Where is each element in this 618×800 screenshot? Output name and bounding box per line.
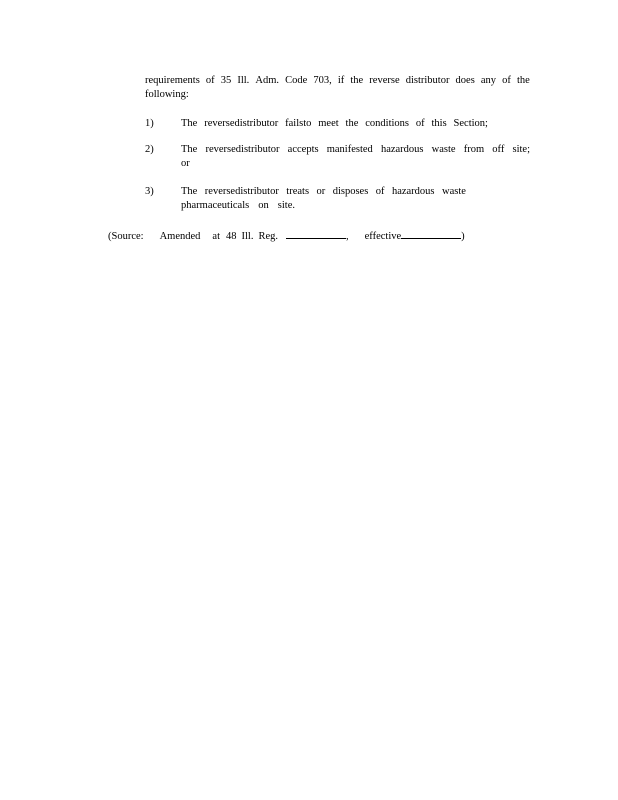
item-3-number: 3) xyxy=(145,186,154,197)
item-2-line-1 xyxy=(181,143,530,156)
word: off xyxy=(492,144,505,155)
word: 35 xyxy=(220,75,232,86)
word: reversedistributor xyxy=(204,118,279,129)
source-comma: , xyxy=(346,231,349,242)
word: site; xyxy=(512,144,530,155)
word: reversedistributor xyxy=(205,144,280,155)
item-1-line-1 xyxy=(181,117,488,130)
word: of xyxy=(415,118,425,129)
intro-line-2: following: xyxy=(145,89,189,100)
word: reversedistributor xyxy=(204,186,279,197)
word: pharmaceuticals xyxy=(181,200,250,211)
word: Adm. xyxy=(255,75,280,86)
word: Section; xyxy=(453,118,488,129)
word: The xyxy=(181,118,198,129)
word: from xyxy=(463,144,485,155)
source-reg: Reg. xyxy=(258,231,278,242)
source-effective: effective xyxy=(364,231,402,242)
word: the xyxy=(345,118,359,129)
word: Ill. xyxy=(237,75,250,86)
source-close: ) xyxy=(461,231,465,242)
source-note xyxy=(108,228,465,243)
source-ill: Ill. xyxy=(241,231,254,242)
word: treats xyxy=(286,186,310,197)
word: requirements xyxy=(145,75,200,86)
word: disposes xyxy=(332,186,369,197)
source-amended: Amended xyxy=(159,231,201,242)
word: this xyxy=(431,118,447,129)
word: manifested xyxy=(326,144,373,155)
reg-page-blank xyxy=(286,228,346,239)
word: does xyxy=(455,75,475,86)
effective-date-blank xyxy=(401,228,461,239)
source-open: (Source: xyxy=(108,231,144,242)
word: if xyxy=(337,75,345,86)
item-3-line-1 xyxy=(181,185,466,198)
item-1-number: 1) xyxy=(145,118,154,129)
item-2-line-2: or xyxy=(181,158,190,169)
word: hazardous xyxy=(391,186,435,197)
word: waste xyxy=(431,144,456,155)
word: The xyxy=(181,144,198,155)
word: any xyxy=(480,75,497,86)
word: conditions xyxy=(365,118,409,129)
word: on xyxy=(258,200,269,211)
word: the xyxy=(517,75,530,86)
word: of xyxy=(205,75,215,86)
item-3-line-2 xyxy=(181,199,295,212)
word: of xyxy=(375,186,385,197)
word: meet xyxy=(318,118,339,129)
word: reverse xyxy=(369,75,400,86)
word: hazardous xyxy=(380,144,424,155)
word: 703, xyxy=(313,75,332,86)
word: Code xyxy=(285,75,308,86)
word: the xyxy=(350,75,364,86)
word: accepts xyxy=(287,144,319,155)
word: The xyxy=(181,186,198,197)
source-at: at xyxy=(212,231,220,242)
word: waste xyxy=(441,186,466,197)
item-2-number: 2) xyxy=(145,144,154,155)
word: site. xyxy=(277,200,295,211)
intro-line-1 xyxy=(145,74,530,87)
word: or xyxy=(316,186,326,197)
word: failsto xyxy=(285,118,312,129)
word: of xyxy=(502,75,511,86)
source-volume: 48 xyxy=(225,231,237,242)
word: distributor xyxy=(405,75,450,86)
